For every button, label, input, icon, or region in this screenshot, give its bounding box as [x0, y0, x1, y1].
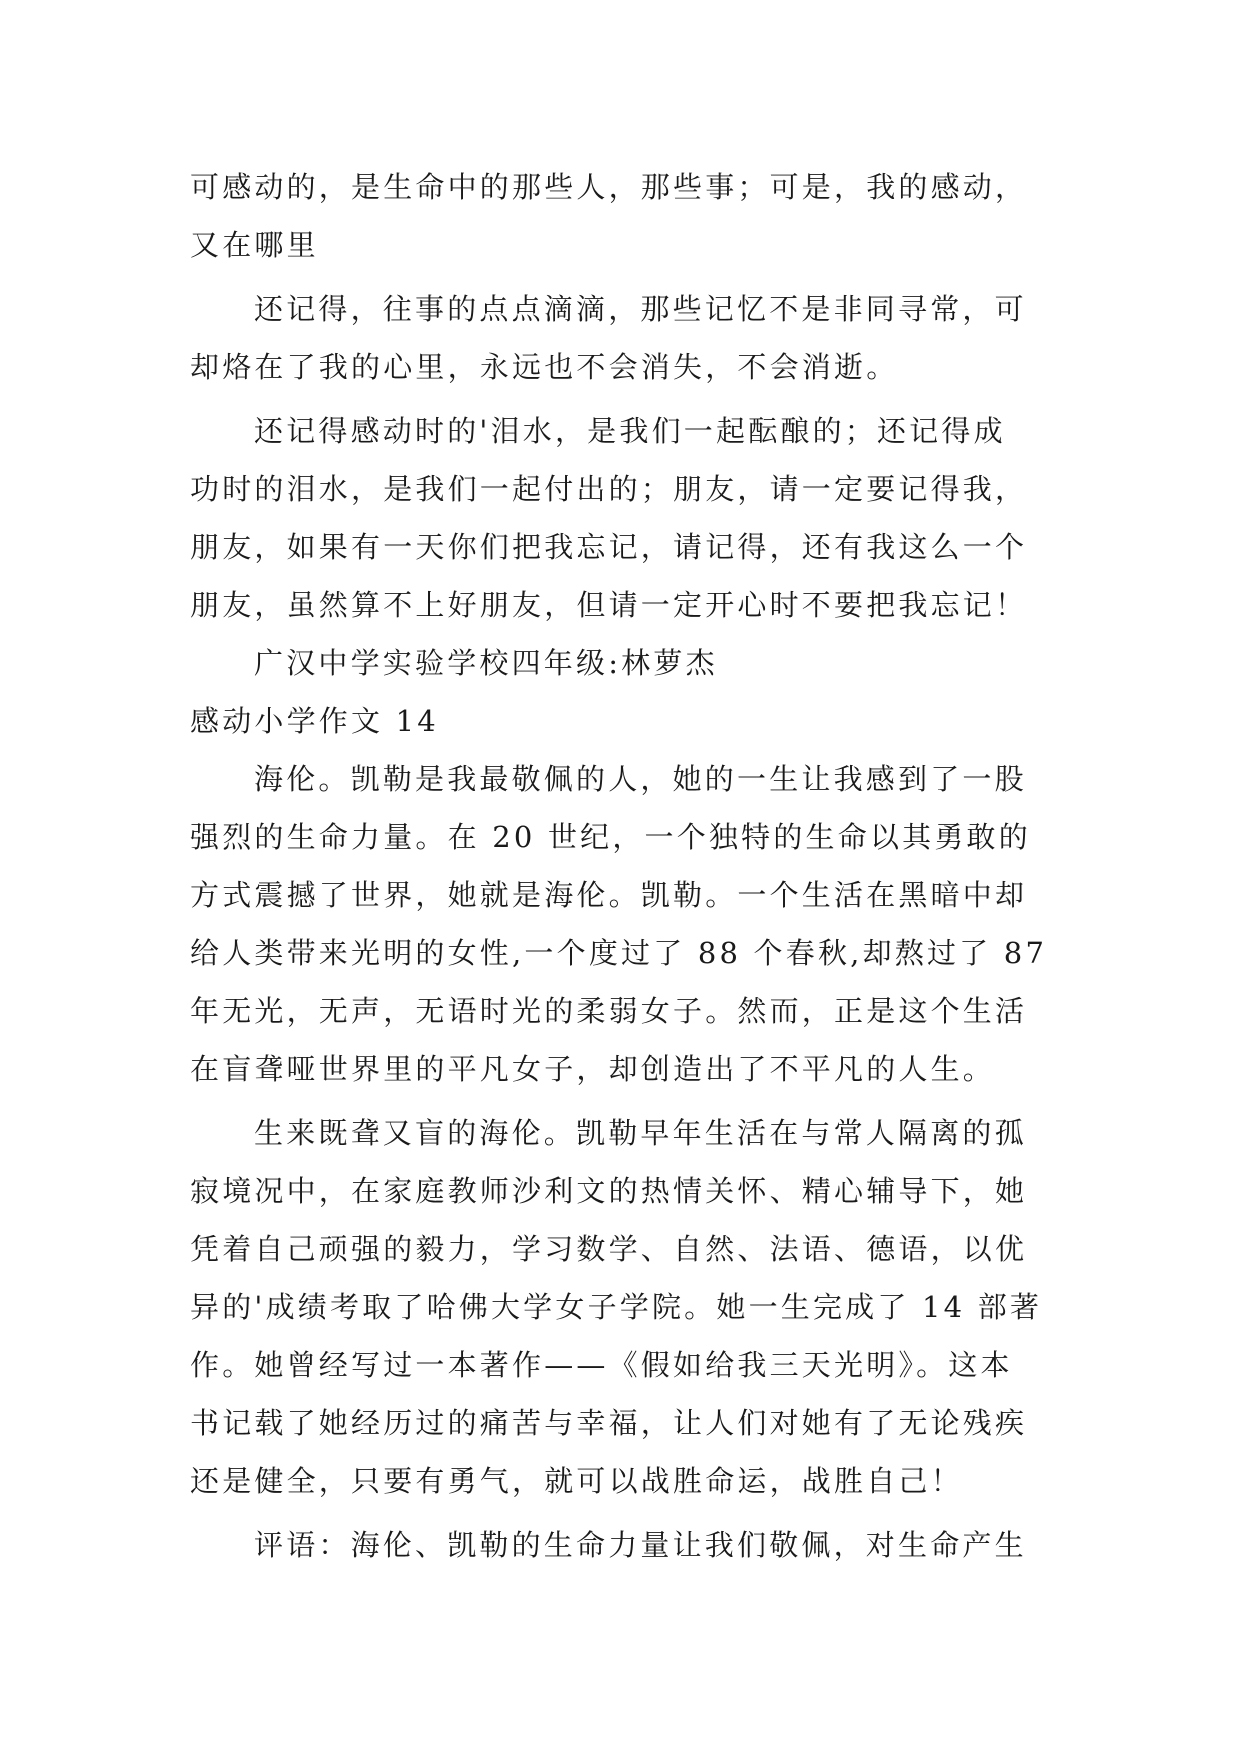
text-line: 朋友，虽然算不上好朋友，但请一定开心时不要把我忘记！: [190, 588, 1028, 622]
text-line: 强烈的生命力量。在 20 世纪，一个独特的生命以其勇敢的: [190, 820, 1031, 854]
text-line: 却烙在了我的心里，永远也不会消失，不会消逝。: [190, 350, 899, 384]
comment-line: 评语：海伦、凯勒的生命力量让我们敬佩，对生命产生: [254, 1528, 1027, 1562]
text-line: 异的'成绩考取了哈佛大学女子学院。她一生完成了 14 部著: [190, 1290, 1043, 1324]
section-title: 感动小学作文 14: [190, 704, 439, 738]
text-line: 在盲聋哑世界里的平凡女子，却创造出了不平凡的人生。: [190, 1052, 996, 1086]
paragraph-start-line: 生来既聋又盲的海伦。凯勒早年生活在与常人隔离的孤: [254, 1116, 1027, 1150]
text-line: 功时的泪水，是我们一起付出的；朋友，请一定要记得我，: [190, 472, 1028, 506]
text-line: 作。她曾经写过一本著作——《假如给我三天光明》。这本: [190, 1348, 1013, 1382]
text-line: 凭着自己顽强的毅力，学习数学、自然、法语、德语，以优: [190, 1232, 1028, 1266]
paragraph-start-line: 还记得感动时的'泪水，是我们一起酝酿的；还记得成: [254, 414, 1006, 448]
text-line: 书记载了她经历过的痛苦与幸福，让人们对她有了无论残疾: [190, 1406, 1028, 1440]
text-line: 朋友，如果有一天你们把我忘记，请记得，还有我这么一个: [190, 530, 1028, 564]
paragraph-start-line: 海伦。凯勒是我最敬佩的人，她的一生让我感到了一股: [254, 762, 1027, 796]
author-line: 广汉中学实验学校四年级:林萝杰: [254, 646, 718, 680]
text-line: 还是健全，只要有勇气，就可以战胜命运，战胜自己！: [190, 1464, 963, 1498]
text-line: 给人类带来光明的女性,一个度过了 88 个春秋,却熬过了 87: [190, 936, 1048, 970]
text-line: 又在哪里: [190, 228, 319, 262]
text-line: 年无光，无声，无语时光的柔弱女子。然而，正是这个生活: [190, 994, 1028, 1028]
text-line: 方式震撼了世界，她就是海伦。凯勒。一个生活在黑暗中却: [190, 878, 1028, 912]
paragraph-start-line: 还记得，往事的点点滴滴，那些记忆不是非同寻常，可: [254, 292, 1027, 326]
text-line: 可感动的，是生命中的那些人，那些事；可是，我的感动，: [190, 170, 1028, 204]
text-line: 寂境况中，在家庭教师沙利文的热情关怀、精心辅导下，她: [190, 1174, 1028, 1208]
document-body: [190, 158, 1070, 1574]
